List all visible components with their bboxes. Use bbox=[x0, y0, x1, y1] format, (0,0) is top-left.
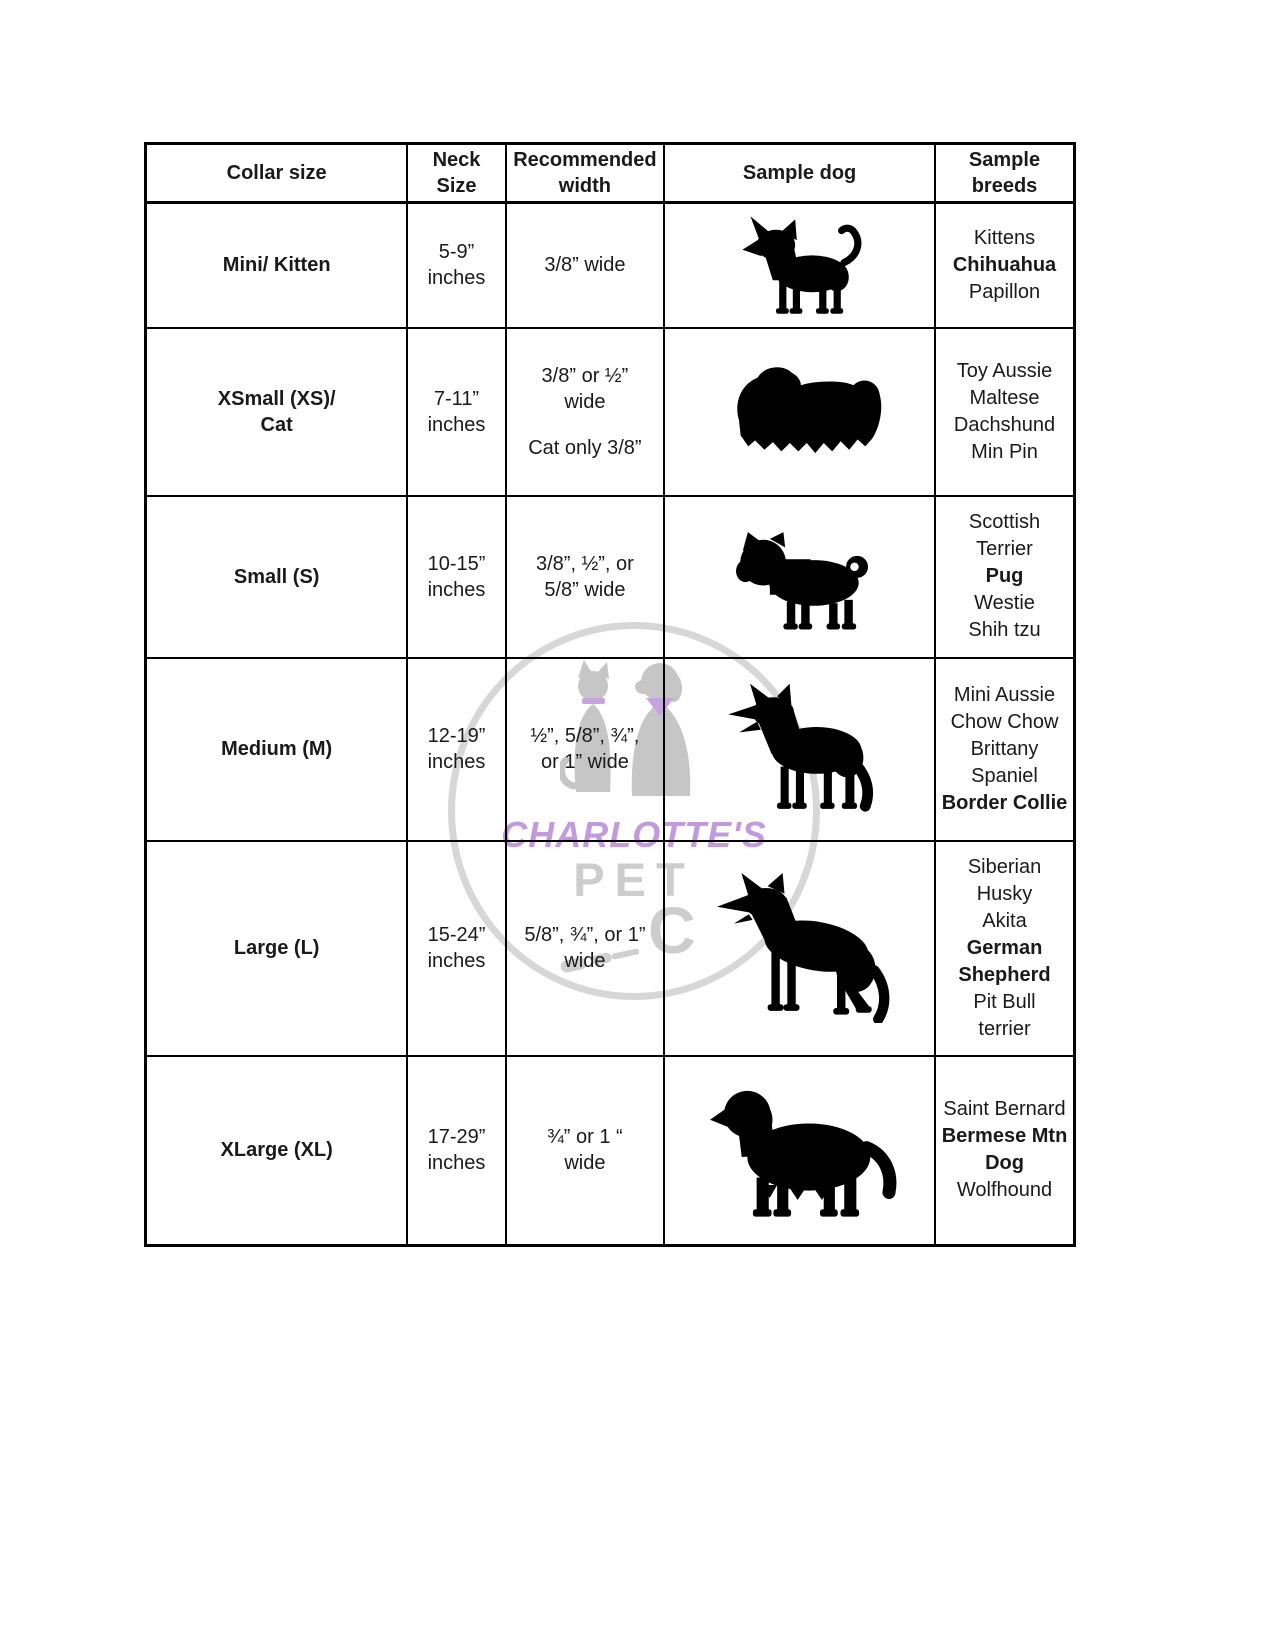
cell-line: inches bbox=[427, 413, 486, 436]
watermark-llc-letter: C bbox=[648, 893, 696, 967]
cell-line: Maltese bbox=[969, 386, 1040, 409]
cell-line: Chihuahua bbox=[952, 253, 1057, 276]
cell-line: wide bbox=[564, 950, 606, 972]
sample-breeds-cell bbox=[935, 203, 1074, 328]
cell-line: Spaniel bbox=[971, 764, 1038, 787]
column-header bbox=[935, 144, 1074, 203]
table-body bbox=[146, 203, 1075, 1246]
sample-dog-cell bbox=[664, 1056, 935, 1246]
cell-line: ½”, 5/8”, ¾”, bbox=[530, 725, 640, 747]
cell-line: Small (S) bbox=[233, 565, 320, 588]
sample-dog-cell bbox=[664, 203, 935, 328]
collar-size-cell bbox=[146, 841, 408, 1056]
cell-line: Border Collie bbox=[941, 791, 1068, 814]
cell-line: Brittany bbox=[970, 737, 1039, 760]
cell-line: Medium (M) bbox=[221, 738, 333, 760]
cell-line: Chow Chow bbox=[950, 710, 1059, 733]
cell-line: XSmall (XS)/ bbox=[217, 387, 336, 410]
sample-dog-cell bbox=[664, 841, 935, 1056]
cell-line: Husky bbox=[976, 882, 1033, 905]
recommended-width-cell bbox=[506, 496, 665, 658]
sample-dog-cell bbox=[664, 328, 935, 496]
table-row bbox=[146, 1056, 1075, 1246]
cell-line: 5/8”, ¾”, or 1” bbox=[524, 924, 646, 946]
cell-line: 10-15” bbox=[427, 552, 486, 575]
sample-breeds-cell bbox=[935, 328, 1074, 496]
sample-breeds-cell bbox=[935, 841, 1074, 1056]
cell-line: Terrier bbox=[976, 538, 1033, 560]
cell-line: Papillon bbox=[968, 280, 1041, 303]
cell-line: 7-11” bbox=[433, 387, 480, 410]
cell-line: Scottish bbox=[968, 511, 1041, 533]
column-header bbox=[506, 144, 665, 203]
neck-size-cell bbox=[407, 496, 505, 658]
cell-line: inches bbox=[427, 751, 486, 773]
cell-line: Cat bbox=[260, 413, 293, 436]
header-line: Size bbox=[436, 175, 477, 197]
header-line: Neck bbox=[432, 149, 481, 171]
cell-line: Akita bbox=[982, 909, 1027, 932]
column-header bbox=[146, 144, 408, 203]
cell-line: Wolfhound bbox=[956, 1179, 1053, 1202]
collar-size-cell bbox=[146, 1056, 408, 1246]
neck-size-cell bbox=[407, 841, 505, 1056]
collar-size-cell bbox=[146, 328, 408, 496]
cell-line: Mini/ Kitten bbox=[222, 254, 331, 277]
recommended-width-cell bbox=[506, 328, 665, 496]
header-line: width bbox=[558, 175, 612, 197]
cell-line: Siberian bbox=[967, 855, 1042, 878]
collar-size-cell bbox=[146, 658, 408, 841]
cell-line: 15-24” bbox=[427, 924, 486, 946]
header-line: Collar size bbox=[226, 162, 327, 184]
header-line: Sample dog bbox=[742, 162, 857, 184]
cell-line: inches bbox=[427, 950, 486, 972]
cell-line: inches bbox=[427, 267, 486, 290]
recommended-width-cell bbox=[506, 203, 665, 328]
cell-line: Bermese Mtn bbox=[941, 1125, 1068, 1148]
cell-line: Large (L) bbox=[233, 937, 320, 959]
german-shepherd-silhouette-icon bbox=[692, 873, 907, 1023]
collar-size-cell bbox=[146, 203, 408, 328]
cell-line: 5-9” bbox=[438, 241, 475, 264]
neck-size-cell bbox=[407, 203, 505, 328]
recommended-width-cell bbox=[506, 841, 665, 1056]
neck-size-cell bbox=[407, 658, 505, 841]
cell-line: Dachshund bbox=[953, 413, 1056, 436]
cell-line: Westie bbox=[974, 592, 1035, 614]
sample-dog-cell bbox=[664, 658, 935, 841]
cell-line: Cat only 3/8” bbox=[528, 436, 642, 459]
maltese-silhouette-icon bbox=[715, 359, 885, 465]
cell-line: wide bbox=[564, 390, 606, 413]
cell-line: Pit Bull bbox=[973, 990, 1036, 1013]
pug-silhouette-icon bbox=[717, 522, 882, 632]
cell-line: Shepherd bbox=[958, 963, 1051, 986]
collar-size-table bbox=[144, 142, 1076, 1247]
sample-dog-cell bbox=[664, 496, 935, 658]
cell-line: inches bbox=[427, 578, 486, 601]
cell-line: Dog bbox=[985, 1152, 1024, 1175]
column-header bbox=[664, 144, 935, 203]
table-row bbox=[146, 841, 1075, 1056]
neck-size-cell bbox=[407, 328, 505, 496]
sample-breeds-cell bbox=[935, 658, 1074, 841]
chihuahua-silhouette-icon bbox=[705, 213, 895, 317]
table-row bbox=[146, 496, 1075, 658]
cell-line: Shih tzu bbox=[968, 619, 1041, 641]
table-row bbox=[146, 658, 1075, 841]
cell-line: Min Pin bbox=[971, 440, 1038, 463]
sample-breeds-cell bbox=[935, 496, 1074, 658]
header-line: breeds bbox=[971, 175, 1038, 197]
cell-line: Mini Aussie bbox=[953, 683, 1056, 706]
cell-line: 3/8” wide bbox=[544, 254, 626, 277]
collar-size-cell bbox=[146, 496, 408, 658]
cell-line: 3/8”, ½”, or bbox=[536, 552, 634, 575]
cell-line: Pug bbox=[985, 565, 1024, 587]
cell-line: 5/8” wide bbox=[544, 578, 626, 601]
bernese-silhouette-icon bbox=[697, 1078, 902, 1223]
header-line: Sample bbox=[968, 149, 1041, 171]
neck-size-cell bbox=[407, 1056, 505, 1246]
cell-line: inches bbox=[427, 1152, 486, 1175]
cell-line: 12-19” bbox=[427, 725, 486, 747]
header-line: Recommended bbox=[513, 149, 657, 171]
table-row bbox=[146, 203, 1075, 328]
cell-line: wide bbox=[564, 1152, 606, 1175]
sample-breeds-cell bbox=[935, 1056, 1074, 1246]
watermark-subtitle: PET bbox=[573, 853, 695, 906]
cell-line: 3/8” or ½” bbox=[541, 364, 629, 387]
recommended-width-cell bbox=[506, 1056, 665, 1246]
column-header bbox=[407, 144, 505, 203]
herding-dog-silhouette-icon bbox=[702, 682, 897, 817]
watermark-title: CHARLOTTE'S bbox=[501, 814, 767, 855]
cell-line bbox=[509, 415, 662, 435]
cell-line: Kittens bbox=[973, 226, 1036, 249]
recommended-width-cell bbox=[506, 658, 665, 841]
cell-line: or 1” wide bbox=[541, 751, 629, 773]
cell-line: 17-29” bbox=[427, 1126, 486, 1149]
header-row bbox=[146, 144, 1075, 203]
cell-line: ¾” or 1 “ bbox=[547, 1126, 623, 1149]
table-row bbox=[146, 328, 1075, 496]
cell-line: Toy Aussie bbox=[956, 359, 1053, 382]
cell-line: German bbox=[966, 936, 1043, 959]
cell-line: XLarge (XL) bbox=[220, 1139, 333, 1162]
cell-line: terrier bbox=[978, 1017, 1031, 1040]
cell-line: Saint Bernard bbox=[943, 1098, 1066, 1121]
